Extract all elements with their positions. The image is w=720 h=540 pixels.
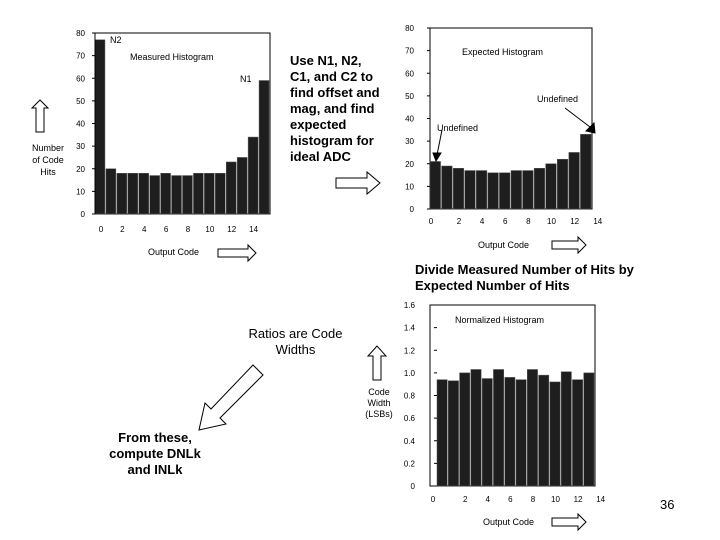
expected-annotation-left: Undefined — [437, 123, 479, 133]
normalized-x-tick-2: 4 — [485, 495, 491, 504]
normalized-bar-1 — [448, 381, 458, 486]
note-compute: From these, compute DNLk and INLk — [109, 430, 201, 477]
expected-y-tick-0: 80 — [405, 24, 414, 33]
expected-x-tick-1: 2 — [456, 217, 462, 226]
normalized-y-tick-7: 0.2 — [403, 459, 415, 469]
measured-title: Measured Histogram — [130, 52, 214, 62]
slide-number: 36 — [660, 497, 675, 512]
expected-bar-6 — [499, 173, 510, 209]
expected-bar-13 — [580, 134, 591, 209]
measured-y-tick-0: 80 — [76, 29, 85, 38]
expected-y-tick-7: 10 — [405, 182, 414, 192]
normalized-x-tick-6: 12 — [573, 495, 583, 504]
normalized-bar-10 — [550, 382, 560, 486]
note-divide: Divide Measured Number of Hits by Expected Number of Hits — [415, 262, 634, 293]
arrow-right-normalized-xlabel — [552, 514, 586, 530]
normalized-y-label: Code Width (LSBs) — [365, 387, 393, 419]
measured-x-tick-7: 14 — [249, 225, 259, 234]
measured-y-tick-1: 70 — [76, 51, 85, 61]
normalized-bar-5 — [493, 369, 503, 486]
expected-x-label: Output Code — [478, 240, 530, 250]
expected-y-tick-2: 60 — [405, 69, 414, 79]
measured-label-n1: N1 — [240, 74, 252, 84]
arrow-right-expected-xlabel — [552, 237, 586, 253]
expected-bar-9 — [534, 168, 545, 209]
normalized-histogram-plot — [430, 305, 595, 486]
measured-y-tick-8: 0 — [80, 210, 85, 219]
expected-title: Expected Histogram — [462, 47, 544, 57]
normalized-bar-2 — [460, 373, 470, 486]
measured-x-tick-2: 4 — [141, 225, 147, 234]
normalized-x-label: Output Code — [483, 517, 535, 527]
measured-label-n2: N2 — [110, 35, 122, 45]
measured-y-tick-4: 40 — [76, 119, 85, 129]
measured-bar-2 — [117, 173, 127, 214]
normalized-y-tick-3: 1.0 — [403, 368, 415, 378]
expected-y-tick-3: 50 — [405, 91, 414, 101]
measured-bar-15 — [259, 81, 269, 214]
normalized-y-tick-4: 0.8 — [403, 391, 415, 401]
normalized-bar-9 — [539, 375, 549, 486]
measured-bar-1 — [106, 169, 116, 214]
arrow-up-code-width — [368, 346, 386, 380]
normalized-bar-3 — [471, 369, 481, 486]
expected-x-tick-0: 0 — [428, 217, 434, 226]
measured-x-tick-1: 2 — [120, 225, 125, 234]
arrow-up-number-of-hits — [32, 100, 48, 132]
normalized-x-tick-7: 14 — [596, 495, 606, 504]
measured-bar-11 — [215, 173, 225, 214]
normalized-x-tick-4: 8 — [530, 495, 536, 504]
measured-y-tick-5: 30 — [76, 142, 85, 152]
normalized-bar-4 — [482, 379, 492, 486]
expected-bar-0 — [430, 161, 441, 209]
expected-y-tick-4: 40 — [405, 114, 414, 124]
arrow-right-measured-xlabel — [218, 245, 256, 261]
normalized-bar-7 — [516, 380, 526, 486]
expected-x-tick-7: 14 — [593, 217, 603, 226]
normalized-y-tick-8: 0 — [410, 482, 415, 491]
expected-bar-2 — [453, 168, 464, 209]
measured-y-tick-6: 20 — [76, 164, 85, 174]
expected-bar-4 — [476, 171, 487, 209]
measured-y-tick-2: 60 — [76, 74, 85, 84]
normalized-y-tick-6: 0.4 — [403, 436, 415, 446]
note-ratios: Ratios are Code Widths — [248, 326, 343, 357]
measured-x-tick-4: 8 — [185, 225, 191, 234]
expected-bar-7 — [511, 171, 522, 209]
arrow-right-to-expected — [336, 172, 380, 194]
measured-bar-7 — [172, 176, 182, 214]
measured-bar-10 — [204, 173, 214, 214]
expected-y-tick-1: 70 — [405, 46, 414, 56]
expected-x-tick-6: 12 — [570, 217, 580, 226]
expected-bar-8 — [523, 171, 534, 209]
expected-bar-5 — [488, 173, 499, 209]
normalized-bar-11 — [561, 372, 571, 486]
measured-y-label: Number of Code Hits — [31, 143, 64, 177]
normalized-x-tick-5: 10 — [551, 495, 560, 504]
expected-bar-10 — [546, 164, 557, 209]
expected-annotation-right: Undefined — [537, 94, 579, 104]
expected-y-tick-8: 0 — [409, 205, 414, 214]
measured-x-tick-6: 12 — [227, 225, 237, 234]
expected-bar-11 — [557, 159, 568, 209]
expected-bar-1 — [442, 166, 453, 209]
normalized-x-tick-3: 6 — [508, 495, 513, 504]
normalized-bar-0 — [437, 380, 447, 486]
measured-x-tick-5: 10 — [205, 225, 215, 234]
measured-bar-4 — [139, 173, 149, 214]
arrow-diagonal-to-compute — [199, 365, 263, 430]
measured-bar-6 — [161, 173, 171, 214]
measured-x-tick-0: 0 — [98, 225, 104, 234]
normalized-x-tick-0: 0 — [430, 495, 436, 504]
measured-bar-3 — [128, 173, 138, 214]
measured-x-tick-3: 6 — [163, 225, 169, 234]
normalized-y-tick-1: 1.4 — [403, 323, 415, 333]
measured-bar-5 — [150, 176, 160, 214]
expected-y-tick-5: 30 — [405, 137, 414, 147]
measured-bar-12 — [226, 162, 236, 214]
normalized-y-tick-0: 1.6 — [403, 301, 415, 310]
normalized-bar-13 — [584, 373, 594, 486]
note-use-n1-n2: Use N1, N2, C1, and C2 to find offset and mag, and find expected histogram for ideal ADC — [290, 53, 380, 164]
expected-x-tick-4: 8 — [526, 217, 531, 226]
measured-bar-9 — [193, 173, 203, 214]
expected-bar-12 — [569, 152, 580, 209]
normalized-y-tick-2: 1.2 — [403, 346, 415, 356]
normalized-y-tick-5: 0.6 — [403, 414, 415, 424]
measured-bar-14 — [248, 137, 258, 214]
expected-y-tick-6: 20 — [405, 159, 414, 169]
normalized-x-tick-1: 2 — [462, 495, 468, 504]
normalized-bar-6 — [505, 377, 515, 486]
normalized-bar-8 — [527, 369, 537, 486]
measured-y-tick-7: 10 — [76, 187, 85, 197]
expected-bar-3 — [465, 171, 476, 209]
normalized-title: Normalized Histogram — [455, 315, 545, 325]
expected-x-tick-2: 4 — [479, 217, 485, 226]
expected-x-tick-5: 10 — [547, 217, 556, 226]
measured-bar-0 — [95, 40, 105, 214]
expected-x-tick-3: 6 — [502, 217, 508, 226]
measured-y-tick-3: 50 — [76, 96, 85, 106]
measured-x-label: Output Code — [148, 247, 200, 257]
measured-bar-8 — [183, 176, 193, 214]
measured-bar-13 — [237, 157, 247, 214]
normalized-bar-12 — [572, 380, 582, 486]
